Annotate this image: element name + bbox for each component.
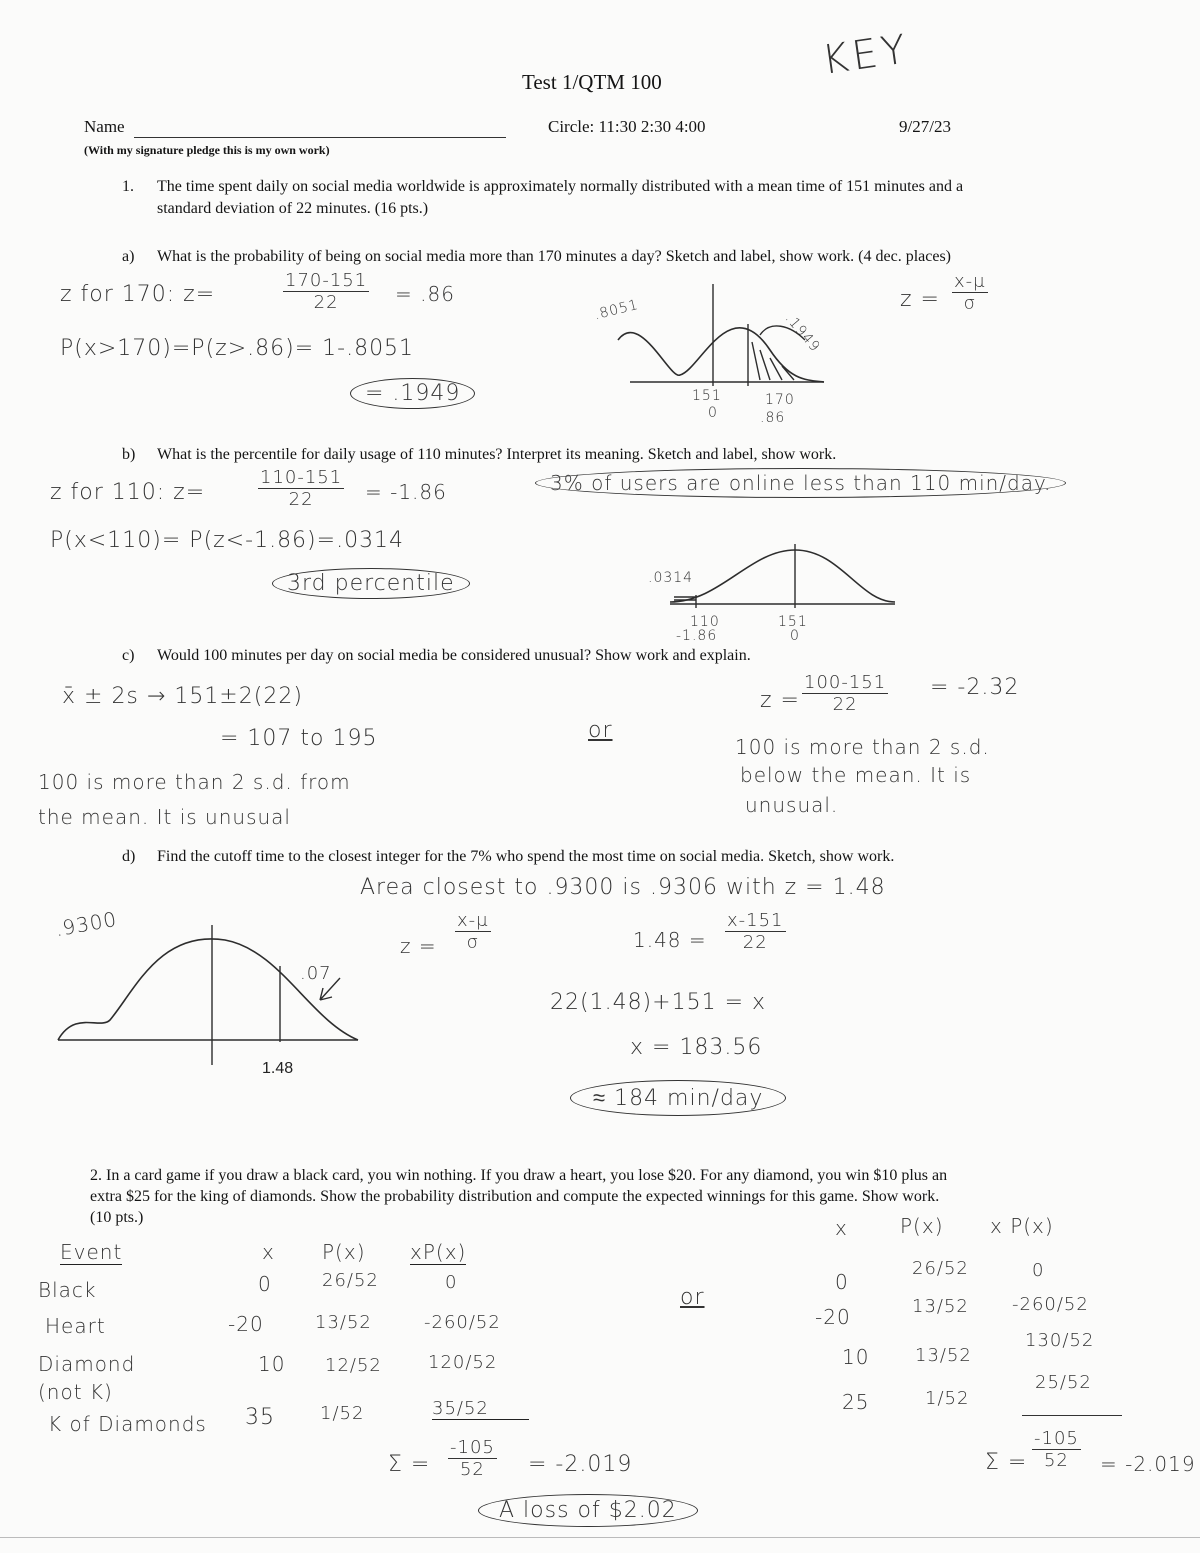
- name-line: [134, 137, 506, 138]
- q1d-formula-z: z =: [400, 934, 437, 958]
- t1-header-x: x: [262, 1240, 275, 1264]
- q1-stem-line1: The time spent daily on social media worldwide is approximately normally distributed with a mean time of 151 minutes and a: [157, 178, 964, 195]
- q1c-rule: x̄ ± 2s → 151±2(22): [62, 684, 303, 709]
- q1b-z-den: 22: [288, 489, 314, 510]
- q1d-label: d): [122, 848, 136, 865]
- q2-line1: 2. In a card game if you draw a black card, you win nothing. If you draw a heart, you lose $20. For any diamond, you win $10 plus an: [90, 1167, 948, 1184]
- t1-header-px: P(x): [322, 1240, 366, 1264]
- q1c-alt-num: 100-151: [804, 672, 887, 693]
- t1-row3-x: 10: [258, 1352, 286, 1376]
- q1b-sketch-x2: 151: [778, 614, 808, 630]
- q1d-sub-left: 1.48 =: [633, 928, 707, 952]
- t1-row1-event: Black: [38, 1278, 97, 1302]
- t2-row3-x: 10: [842, 1345, 870, 1369]
- q1b-probability: P(x<110)= P(z<-1.86)=.0314: [50, 528, 405, 553]
- key-mark: KEY: [819, 26, 913, 84]
- q1a-sketch-x2: 170: [765, 392, 795, 408]
- t1-row2-x: -20: [228, 1312, 264, 1336]
- t1-row3-xpx: 120/52: [428, 1352, 498, 1373]
- t2-sum-rule: [1022, 1415, 1122, 1416]
- q1c-alt-fraction: [802, 672, 888, 715]
- t2-sum-fraction: [1032, 1428, 1081, 1471]
- q1c-explain-1: 100 is more than 2 s.d. from: [38, 770, 351, 794]
- q1a-sketch-right: .1949: [781, 310, 824, 356]
- q2-or: or: [680, 1285, 705, 1310]
- page-title: Test 1/QTM 100: [522, 70, 662, 94]
- q1b-sketch: [660, 540, 900, 620]
- q1a-sketch-z2: .86: [760, 410, 786, 426]
- q2-line3: (10 pts.): [90, 1209, 144, 1226]
- t1-row2-px: 13/52: [315, 1312, 372, 1333]
- t1-sum-fraction: [448, 1437, 497, 1480]
- q1b-z-value: = -1.86: [365, 480, 447, 504]
- t1-row4-px: 1/52: [320, 1403, 365, 1424]
- scan-edge: [0, 1537, 1200, 1538]
- t1-sum-den: 52: [459, 1459, 485, 1480]
- t2-sum-value: = -2.019: [1100, 1452, 1196, 1476]
- q1d-formula-num: x-μ: [457, 910, 489, 931]
- q1a-z-value: = .86: [395, 282, 455, 306]
- q2-line2: extra $25 for the king of diamonds. Show the probability distribution and compute the expected winnings for this game. Show work.: [90, 1188, 940, 1205]
- q1a-formula-den: σ: [963, 293, 977, 314]
- q1b-answer: 3rd percentile: [272, 568, 470, 599]
- q1b-curve: [670, 550, 895, 602]
- q1c-prompt: Would 100 minutes per day on social media be considered unusual? Show work and explain.: [157, 647, 751, 664]
- t1-row3-px: 12/52: [325, 1355, 382, 1376]
- q1a-z-den: 22: [313, 292, 339, 313]
- t2-row1-x: 0: [835, 1270, 849, 1294]
- q1a-formula-fraction: [952, 271, 988, 314]
- t2-sum-num: -105: [1034, 1428, 1079, 1449]
- q1a-formula-num: x-μ: [954, 271, 986, 292]
- t1-row4-x: 35: [245, 1405, 275, 1430]
- q1a-z-label: z for 170: z=: [60, 282, 216, 307]
- t2-row3-px: 13/52: [915, 1345, 972, 1366]
- q1a-answer: = .1949: [350, 378, 475, 409]
- t1-row1-x: 0: [258, 1272, 272, 1296]
- t1-sum-label: Σ =: [388, 1452, 431, 1477]
- q1a-z-fraction: [283, 270, 369, 313]
- q1b-z-num: 110-151: [260, 467, 343, 488]
- q1-number: 1.: [122, 178, 134, 195]
- q1a-shading: [752, 342, 794, 380]
- q1a-sketch-left: .8051: [592, 296, 641, 324]
- t2-header-px: P(x): [900, 1214, 944, 1238]
- t2-row2-x: -20: [815, 1305, 851, 1329]
- q1d-curve: [58, 939, 358, 1040]
- q1b-sketch-z1: -1.86: [676, 628, 718, 644]
- t2-row1-px: 26/52: [912, 1258, 969, 1279]
- q1c-alt-3: unusual.: [745, 793, 839, 817]
- q1b-z-label: z for 110: z=: [50, 480, 206, 505]
- q1c-alt-z: z =: [760, 688, 800, 713]
- t1-sum-num: -105: [450, 1437, 495, 1458]
- t2-header-xpx: x P(x): [990, 1214, 1054, 1238]
- q1d-prompt: Find the cutoff time to the closest integer for the 7% who spend the most time on social media. Sketch, show work.: [157, 848, 895, 865]
- q1a-label: a): [122, 248, 135, 265]
- t2-sum-den: 52: [1043, 1450, 1069, 1471]
- test-date: 9/27/23: [899, 117, 951, 136]
- q1a-z-num: 170-151: [285, 270, 368, 291]
- t2-row4-xpx: 25/52: [1035, 1372, 1092, 1393]
- t1-row4-event: K of Diamonds: [48, 1412, 207, 1436]
- q1a-formula-z: z =: [900, 287, 940, 312]
- name-label: Name: [84, 117, 125, 136]
- t1-row1-xpx: 0: [445, 1272, 458, 1293]
- t1-header-xpx: xP(x): [410, 1240, 467, 1264]
- q1b-sketch-left: .0314: [648, 570, 694, 586]
- q1c-alt-den: 22: [832, 694, 858, 715]
- q1b-sketch-z2: 0: [790, 628, 800, 644]
- t2-row3-xpx: 130/52: [1025, 1330, 1095, 1351]
- section-circle: Circle: 11:30 2:30 4:00: [548, 117, 706, 136]
- t2-row2-xpx: -260/52: [1012, 1294, 1089, 1315]
- q1b-label: b): [122, 446, 136, 463]
- q1c-or: or: [588, 718, 613, 743]
- q1c-label: c): [122, 647, 135, 664]
- q1c-alt-value: = -2.32: [930, 675, 1020, 700]
- q1c-range: = 107 to 195: [220, 726, 378, 751]
- q1d-area: Area closest to .9300 is .9306 with z = 1.48: [360, 875, 886, 900]
- q1a-prompt: What is the probability of being on social media more than 170 minutes a day? Sketch and label, show work. (4 dec. places): [157, 248, 951, 265]
- t1-answer: A loss of $2.02: [478, 1494, 698, 1527]
- t2-row4-x: 25: [842, 1390, 870, 1414]
- q1d-sub-num: x-151: [727, 910, 784, 931]
- q1a-probability: P(x>170)=P(z>.86)= 1-.8051: [60, 336, 415, 361]
- q1d-sketch-left: .9300: [53, 906, 119, 942]
- q1d-answer: ≈ 184 min/day: [570, 1080, 786, 1116]
- t2-header-x: x: [835, 1216, 848, 1240]
- q1a-sketch-z1: 0: [708, 405, 718, 421]
- t2-row4-px: 1/52: [925, 1388, 970, 1409]
- q1d-formula-fraction: [455, 910, 491, 953]
- q1d-solve: 22(1.48)+151 = x: [550, 990, 767, 1015]
- t1-row3-event: Diamond (not K): [38, 1352, 136, 1404]
- q1c-alt-2: below the mean. It is: [740, 763, 972, 787]
- q1c-explain-2: the mean. It is unusual: [38, 805, 291, 829]
- q1d-formula-den: σ: [466, 932, 480, 953]
- q1a-sketch-x1: 151: [692, 388, 722, 404]
- q1b-prompt: What is the percentile for daily usage of 110 minutes? Interpret its meaning. Sketch and label, show work.: [157, 446, 837, 463]
- q1d-sketch-right: .07: [300, 963, 332, 984]
- t1-row1-px: 26/52: [322, 1270, 379, 1291]
- q1d-sub-fraction: [725, 910, 786, 953]
- q1b-z-fraction: [258, 467, 344, 510]
- q1-stem-line2: standard deviation of 22 minutes. (16 pts.): [157, 200, 429, 217]
- q1d-sketch: [40, 930, 360, 1070]
- q1c-alt-1: 100 is more than 2 s.d.: [735, 735, 990, 759]
- t1-row4-xpx: 35/52: [432, 1398, 529, 1420]
- q1d-result: x = 183.56: [630, 1035, 763, 1060]
- q1a-curve: [618, 328, 824, 382]
- q1d-sketch-z: 1.48: [262, 1060, 294, 1077]
- t1-sum-value: = -2.019: [528, 1452, 633, 1477]
- t2-row2-px: 13/52: [912, 1296, 969, 1317]
- t1-row2-xpx: -260/52: [424, 1312, 501, 1333]
- q1d-sub-den: 22: [742, 932, 768, 953]
- t2-sum-label: Σ =: [985, 1450, 1028, 1475]
- t2-row1-xpx: 0: [1032, 1260, 1045, 1281]
- q1b-sketch-x1: 110: [690, 614, 720, 630]
- pledge-text: (With my signature pledge this is my own work): [84, 143, 330, 157]
- q1b-interpretation: 3% of users are online less than 110 min/day.: [535, 468, 1066, 498]
- t1-row2-event: Heart: [45, 1314, 106, 1338]
- t1-header-event: Event: [60, 1240, 123, 1264]
